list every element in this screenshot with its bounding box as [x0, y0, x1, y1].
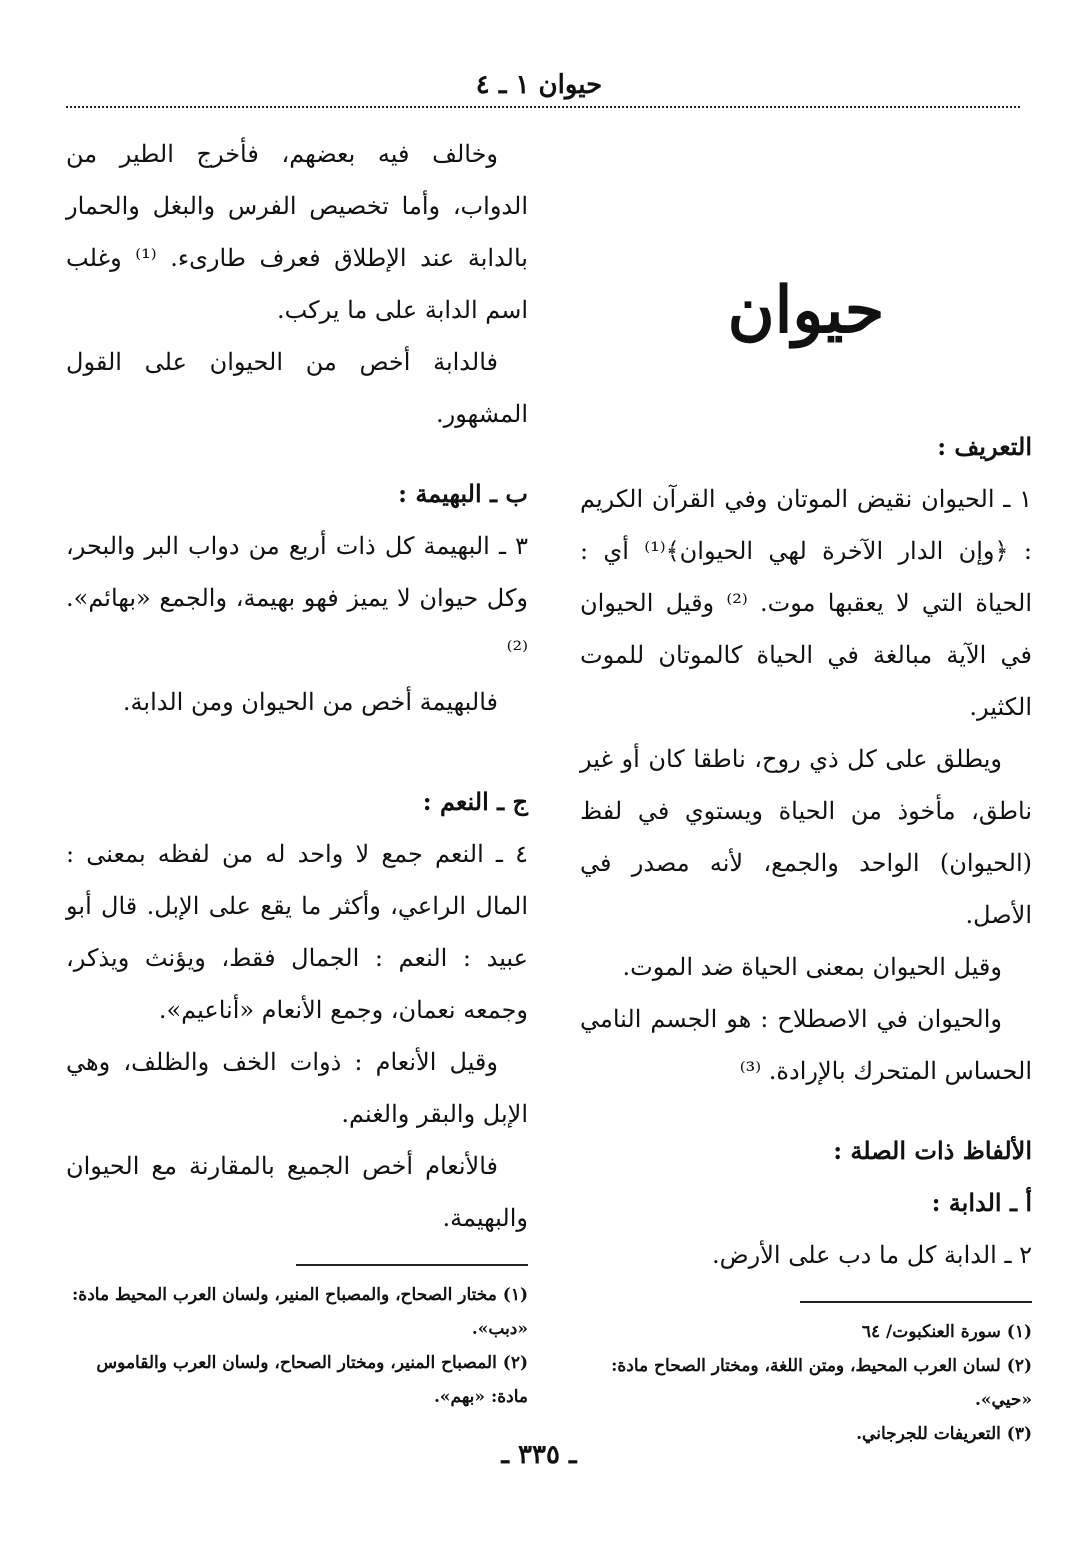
page-number: ـ ٣٣٥ ـ	[501, 1440, 577, 1470]
footnote-item: (٣) التعريفات للجرجاني.	[856, 1424, 1032, 1444]
paragraph-4: والحيوان في الاصطلاح : هو الجسم النامي الحساس المتحرك بالإرادة. ⁽³⁾	[580, 1005, 1032, 1085]
left-footnotes	[66, 1278, 528, 1414]
paragraph-3: وقيل الحيوان بمعنى الحياة ضد الموت.	[622, 953, 1002, 981]
footnote-item: (١) سورة العنكبوت/ ٦٤	[861, 1322, 1032, 1342]
paragraph-5: ٢ ـ الدابة كل ما دب على الأرض.	[711, 1241, 1032, 1269]
footnote-rule	[800, 1301, 1032, 1303]
paragraph-1: ١ ـ الحيوان نقيض الموتان وفي القرآن الكريم : ﴿وإن الدار الآخرة لهي الحيوان﴾⁽¹⁾ أي : الحياة التي لا يعقبها موت. ⁽²⁾ وقيل الحيوان في الآية مبالغة في الحياة كالموتان للموت الكثير.	[580, 485, 1032, 721]
paragraph-2: ويطلق على كل ذي روح، ناطقا كان أو غير ناطق، مأخوذ من الحياة ويستوي في لفظ (الحيوان) الواحد والجمع، لأنه مصدر في الأصل.	[580, 745, 1032, 929]
running-header: حيوان ١ ـ ٤	[475, 70, 603, 100]
subheading-c: ج ـ النعم :	[422, 787, 528, 816]
paragraph-3: ٣ ـ البهيمة كل ذات أربع من دواب البر والبحر، وكل حيوان لا يميز فهو بهيمة، والجمع «بهائم». ⁽²⁾	[66, 532, 528, 664]
right-footnotes	[580, 1315, 1032, 1451]
footnote-rule	[296, 1264, 528, 1266]
paragraph-2: فالدابة أخص من الحيوان على القول المشهور.	[66, 348, 528, 428]
entry-title: حيوان	[727, 273, 885, 348]
subheading-b: ب ـ البهيمة :	[398, 479, 528, 508]
paragraph-1: وخالف فيه بعضهم، فأخرج الطير من الدواب، وأما تخصيص الفرس والبغل والحمار بالدابة عند الإطلاق فعرف طارىء. ⁽¹⁾ وغلب اسم الدابة على ما يركب.	[66, 140, 528, 324]
subheading-a: أ ـ الدابة :	[931, 1188, 1032, 1217]
right-column	[580, 128, 1032, 1451]
related-terms-heading: الألفاظ ذات الصلة :	[833, 1136, 1032, 1165]
footnote-item: (١) مختار الصحاح، والمصباح المنير، ولسان العرب المحيط مادة: «دبب».	[72, 1285, 528, 1339]
paragraph-4: فالبهيمة أخص من الحيوان ومن الدابة.	[122, 688, 498, 716]
left-column	[66, 128, 528, 1414]
header-dotted-rule	[66, 106, 1020, 108]
paragraph-6: وقيل الأنعام : ذوات الخف والظلف، وهي الإبل والبقر والغنم.	[66, 1048, 528, 1128]
definition-heading: التعريف :	[937, 432, 1032, 461]
footnote-item: (٢) المصباح المنير، ومختار الصحاح، ولسان العرب والقاموس مادة: «بهم».	[96, 1353, 528, 1407]
footnote-item: (٢) لسان العرب المحيط، ومتن اللغة، ومختار الصحاح مادة: «حيي».	[611, 1356, 1032, 1410]
paragraph-5: ٤ ـ النعم جمع لا واحد له من لفظه بمعنى : المال الراعي، وأكثر ما يقع على الإبل. قال أبو عبيد : النعم : الجمال فقط، ويؤنث ويذكر، وجمعه نعمان، وجمع الأنعام «أناعيم».	[66, 840, 528, 1024]
paragraph-7: فالأنعام أخص الجميع بالمقارنة مع الحيوان والبهيمة.	[66, 1152, 528, 1232]
